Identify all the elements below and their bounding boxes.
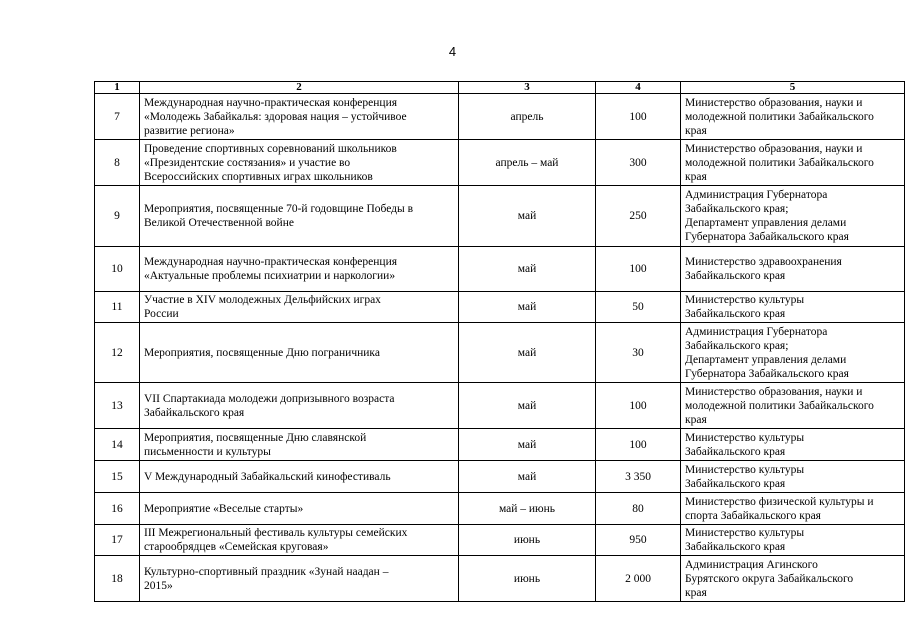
- row-number-cell: 13: [95, 383, 140, 429]
- responsible-line: молодежной политики Забайкальского: [685, 399, 874, 412]
- header-col-1: 1: [95, 82, 140, 94]
- responsible-line: Забайкальского края;: [685, 339, 789, 352]
- table-header-row: [95, 82, 905, 94]
- row-number-cell: 10: [95, 247, 140, 292]
- row-number-cell: 8: [95, 140, 140, 186]
- responsible-line: Министерство здравоохранения: [685, 256, 842, 268]
- event-name-cell: [140, 94, 459, 140]
- header-col-2: 2: [140, 82, 459, 94]
- responsible-line: Министерство культуры: [685, 463, 805, 476]
- table-row: [95, 94, 905, 140]
- responsible-line: Министерство образования, науки и: [685, 142, 863, 155]
- responsible-cell: [681, 247, 905, 292]
- event-name-line: Участие в XIV молодежных Дельфийских играх: [144, 294, 381, 306]
- row-number-cell: 9: [95, 186, 140, 247]
- responsible-line: Администрация Агинского: [685, 558, 818, 571]
- responsible-line: Забайкальского края: [685, 541, 786, 553]
- responsible-line: Департамент управления делами: [685, 217, 847, 229]
- table-row: [95, 323, 905, 383]
- participants-count-cell: 300: [596, 140, 681, 186]
- responsible-line: Губернатора Забайкальского края: [685, 367, 849, 380]
- event-name-line: VII Спартакиада молодежи допризывного возраста: [144, 392, 395, 405]
- responsible-line: края: [685, 413, 707, 426]
- responsible-cell: [681, 383, 905, 429]
- event-name-cell: [140, 247, 459, 292]
- period-cell: май: [459, 247, 596, 292]
- event-name-cell: [140, 556, 459, 602]
- responsible-cell: [681, 493, 905, 525]
- page-number: 4: [448, 44, 457, 59]
- event-name-line: Всероссийских спортивных играх школьников: [144, 170, 373, 183]
- row-number-cell: 11: [95, 292, 140, 323]
- event-name-line: Забайкальского края: [144, 406, 245, 419]
- participants-count-cell: 100: [596, 94, 681, 140]
- event-name-line: старообрядцев «Семейская круговая»: [144, 541, 329, 553]
- period-cell: май: [459, 186, 596, 247]
- event-name-cell: [140, 140, 459, 186]
- responsible-cell: [681, 186, 905, 247]
- table-row: [95, 186, 905, 247]
- participants-count-cell: 250: [596, 186, 681, 247]
- event-name-line: письменности и культуры: [144, 445, 271, 458]
- event-name-line: Великой Отечественной войне: [144, 217, 294, 229]
- responsible-cell: [681, 94, 905, 140]
- header-col-3: 3: [459, 82, 596, 94]
- event-name-line: Международная научно-практическая конференция: [144, 256, 398, 268]
- row-number-cell: 17: [95, 525, 140, 556]
- responsible-line: края: [685, 124, 707, 137]
- responsible-line: Министерство культуры: [685, 294, 805, 306]
- period-cell: май: [459, 461, 596, 493]
- row-number-cell: 16: [95, 493, 140, 525]
- responsible-line: Забайкальского края: [685, 477, 786, 490]
- participants-count-cell: 100: [596, 247, 681, 292]
- responsible-line: Забайкальского края;: [685, 203, 789, 215]
- period-cell: май: [459, 323, 596, 383]
- event-name-cell: [140, 461, 459, 493]
- header-col-5: 5: [681, 82, 905, 94]
- event-name-line: «Молодежь Забайкалья: здоровая нация – устойчивое: [144, 110, 407, 123]
- period-cell: апрель – май: [459, 140, 596, 186]
- event-name-line: V Международный Забайкальский кинофестиваль: [144, 470, 391, 483]
- row-number-cell: 18: [95, 556, 140, 602]
- table-row: [95, 247, 905, 292]
- event-name-cell: [140, 292, 459, 323]
- responsible-line: Администрация Губернатора: [685, 325, 828, 338]
- event-name-cell: [140, 323, 459, 383]
- responsible-line: молодежной политики Забайкальского: [685, 156, 874, 169]
- participants-count-cell: 80: [596, 493, 681, 525]
- responsible-line: Забайкальского края: [685, 270, 786, 282]
- table-body: [95, 94, 905, 602]
- event-name-line: 2015»: [144, 579, 173, 592]
- table-row: [95, 140, 905, 186]
- row-number-cell: 12: [95, 323, 140, 383]
- table-row: [95, 556, 905, 602]
- responsible-cell: [681, 323, 905, 383]
- responsible-line: Министерство образования, науки и: [685, 385, 863, 398]
- responsible-line: Министерство физической культуры и: [685, 495, 874, 508]
- responsible-cell: [681, 140, 905, 186]
- table-row: [95, 525, 905, 556]
- event-name-line: Мероприятия, посвященные Дню пограничника: [144, 346, 380, 359]
- table-row: [95, 493, 905, 525]
- event-name-line: Мероприятия, посвященные Дню славянской: [144, 431, 367, 444]
- row-number-cell: 14: [95, 429, 140, 461]
- event-name-line: Мероприятие «Веселые старты»: [144, 502, 304, 515]
- responsible-line: Министерство культуры: [685, 527, 805, 539]
- responsible-line: молодежной политики Забайкальского: [685, 110, 874, 123]
- participants-count-cell: 950: [596, 525, 681, 556]
- participants-count-cell: 100: [596, 383, 681, 429]
- table-row: [95, 292, 905, 323]
- event-name-line: «Президентские состязания» и участие во: [144, 156, 351, 169]
- row-number-cell: 15: [95, 461, 140, 493]
- table-row: [95, 383, 905, 429]
- row-number-cell: 7: [95, 94, 140, 140]
- participants-count-cell: 2 000: [596, 556, 681, 602]
- responsible-line: Администрация Губернатора: [685, 189, 828, 201]
- event-name-cell: [140, 383, 459, 429]
- responsible-cell: [681, 556, 905, 602]
- event-name-line: Культурно-спортивный праздник «Зунай наадан –: [144, 565, 389, 578]
- event-name-cell: [140, 493, 459, 525]
- period-cell: май: [459, 429, 596, 461]
- responsible-line: спорта Забайкальского края: [685, 509, 821, 522]
- period-cell: май – июнь: [459, 493, 596, 525]
- event-name-line: России: [144, 308, 179, 320]
- responsible-line: края: [685, 170, 707, 183]
- responsible-line: Губернатора Забайкальского края: [685, 231, 849, 243]
- responsible-line: края: [685, 586, 707, 599]
- participants-count-cell: 3 350: [596, 461, 681, 493]
- period-cell: май: [459, 383, 596, 429]
- period-cell: июнь: [459, 525, 596, 556]
- responsible-cell: [681, 429, 905, 461]
- responsible-line: Забайкальского края: [685, 308, 786, 320]
- event-name-line: III Межрегиональный фестиваль культуры семейских: [144, 527, 408, 539]
- header-col-4: 4: [596, 82, 681, 94]
- responsible-line: Министерство образования, науки и: [685, 96, 863, 109]
- responsible-cell: [681, 292, 905, 323]
- event-name-line: Проведение спортивных соревнований школьников: [144, 142, 397, 155]
- event-name-line: развитие региона»: [144, 124, 235, 137]
- table-row: [95, 461, 905, 493]
- event-name-cell: [140, 525, 459, 556]
- event-name-line: «Актуальные проблемы психиатрии и наркологии»: [144, 270, 396, 282]
- table-row: [95, 429, 905, 461]
- event-name-cell: [140, 186, 459, 247]
- responsible-line: Забайкальского края: [685, 445, 786, 458]
- events-table: [94, 81, 905, 602]
- responsible-line: Бурятского округа Забайкальского: [685, 572, 854, 585]
- event-name-line: Мероприятия, посвященные 70-й годовщине Победы в: [144, 203, 414, 215]
- period-cell: апрель: [459, 94, 596, 140]
- responsible-cell: [681, 525, 905, 556]
- participants-count-cell: 30: [596, 323, 681, 383]
- event-name-cell: [140, 429, 459, 461]
- responsible-cell: [681, 461, 905, 493]
- participants-count-cell: 100: [596, 429, 681, 461]
- event-name-line: Международная научно-практическая конференция: [144, 96, 398, 109]
- period-cell: май: [459, 292, 596, 323]
- responsible-line: Министерство культуры: [685, 431, 805, 444]
- participants-count-cell: 50: [596, 292, 681, 323]
- period-cell: июнь: [459, 556, 596, 602]
- responsible-line: Департамент управления делами: [685, 353, 847, 366]
